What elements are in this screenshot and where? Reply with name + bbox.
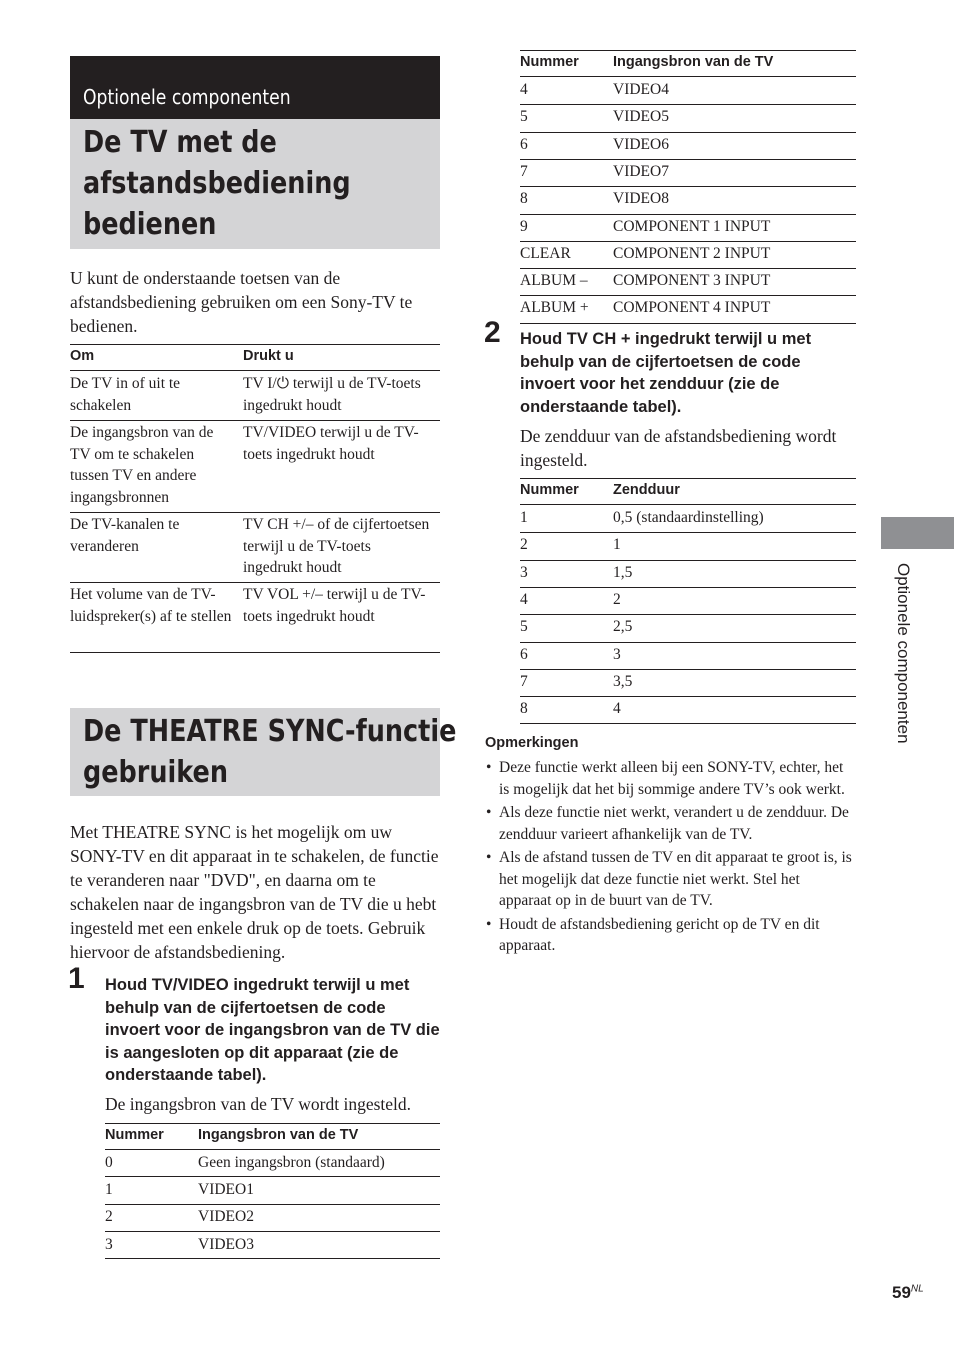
input-row-2-number: 2	[105, 1208, 113, 1225]
control-table-header-drukt: Drukt u	[243, 348, 294, 364]
table-cell-number: 7	[520, 162, 528, 180]
step-2-result: De zendduur van de afstandsbediening wordt ingesteld.	[520, 426, 837, 470]
table-cell-value: 4	[613, 700, 621, 718]
table-top-rule	[520, 478, 856, 479]
step-1-instruction: Houd TV/VIDEO ingedrukt terwijl u met behulp van de cijfertoetsen de code invoert voor de ingangsbron van de TV die is aangesloten op dit apparaat (zie de onderstaande tabel).	[105, 976, 440, 1085]
note-item: • Als de afstand tussen de TV en dit apparaat te groot is, is het mogelijk dat deze functie niet werkt. Stel het apparaat op in de buurt van de TV.	[486, 847, 856, 912]
table-cell-number: ALBUM –	[520, 272, 588, 290]
control-table-header-om: Om	[70, 348, 95, 364]
table-cell-value: 3	[613, 645, 621, 663]
table-rule	[520, 669, 856, 670]
input-table-b-header-nummer: Nummer	[520, 54, 579, 70]
input-row-3-source: VIDEO3	[198, 1236, 254, 1253]
table-cell-number: ALBUM +	[520, 299, 589, 317]
control-row-4-action: Het volume van de TV-luidspreker(s) af te stellen	[70, 586, 232, 625]
table-top-rule	[70, 344, 440, 345]
table-rule	[70, 420, 440, 421]
input-row-1-number: 1	[105, 1181, 113, 1198]
intro-paragraph: U kunt de onderstaande toetsen van de afstandsbediening gebruiken om een Sony-TV te bedienen.	[70, 268, 413, 336]
note-item: • Als deze functie niet werkt, verandert u de zendduur. De zendduur varieert afhankelijk van de TV.	[486, 802, 856, 845]
input-row-2-source: VIDEO2	[198, 1208, 254, 1225]
control-row-2-action: De ingangsbron van de TV om te schakelen tussen TV en andere ingangsbronnen	[70, 424, 214, 506]
table-rule	[520, 268, 856, 269]
step-1-result: De ingangsbron van de TV wordt ingesteld.	[105, 1094, 412, 1114]
section-label-bar	[70, 56, 440, 119]
notes-heading: Opmerkingen	[485, 735, 579, 751]
table-cell-number: 8	[520, 190, 528, 208]
control-row-1-key: TV I/⏻ terwijl u de TV-toets ingedrukt houdt	[243, 375, 421, 414]
table-cell-value: COMPONENT 1 INPUT	[613, 217, 771, 235]
page-title-line-3: bedienen	[83, 207, 217, 242]
table-rule	[105, 1204, 440, 1205]
theatre-title-line-2: gebruiken	[83, 755, 229, 790]
input-row-3-number: 3	[105, 1236, 113, 1253]
table-rule	[520, 504, 856, 505]
table-cell-value: VIDEO7	[613, 162, 669, 180]
table-cell-number: 6	[520, 135, 528, 153]
table-rule	[105, 1176, 440, 1177]
table-cell-value: 2,5	[613, 618, 633, 636]
table-cell-number: CLEAR	[520, 244, 571, 262]
table-cell-number: 6	[520, 645, 528, 663]
table-cell-value: COMPONENT 2 INPUT	[613, 244, 771, 262]
table-rule	[105, 1149, 440, 1150]
control-row-4-key: TV VOL +/– terwijl u de TV-toets ingedrukt houdt	[243, 586, 426, 625]
table-cell-number: 8	[520, 700, 528, 718]
table-cell-value: 0,5 (standaardinstelling)	[613, 509, 764, 526]
theatre-title-box	[70, 708, 457, 796]
duration-table-header-zendduur: Zendduur	[613, 482, 680, 498]
table-cell-value: 2	[613, 590, 621, 608]
input-table-header-bron: Ingangsbron van de TV	[198, 1127, 359, 1143]
table-rule	[520, 132, 856, 133]
note-item: • Deze functie werkt alleen bij een SONY-TV, echter, het is mogelijk dat het bij sommige andere TV’s ook werkt.	[486, 757, 856, 800]
control-row-3-key: TV CH +/– of de cijfertoetsen terwijl u de TV-toets ingedrukt houdt	[243, 516, 430, 576]
table-rule	[520, 723, 856, 724]
table-rule	[520, 587, 856, 588]
step-1-number: 1	[68, 962, 85, 995]
duration-table-header-nummer: Nummer	[520, 482, 579, 498]
input-row-0-number: 0	[105, 1154, 113, 1171]
page-number	[892, 1283, 924, 1303]
table-rule	[520, 295, 856, 296]
side-tab-marker	[881, 517, 954, 549]
table-cell-value: VIDEO5	[613, 108, 669, 126]
table-rule	[520, 532, 856, 533]
table-rule	[520, 241, 856, 242]
step-2-instruction: Houd TV CH + ingedrukt terwijl u met behulp van de cijfertoetsen de code invoert voor het zendduur (zie de onderstaande tabel).	[520, 330, 812, 416]
table-cell-value: VIDEO6	[613, 135, 669, 153]
table-rule	[70, 370, 440, 371]
table-rule	[520, 76, 856, 77]
table-cell-number: 2	[520, 536, 528, 554]
input-row-0-source: Geen ingangsbron (standaard)	[198, 1154, 385, 1171]
section-label: Optionele componenten	[83, 85, 291, 109]
table-top-rule	[520, 50, 856, 51]
table-cell-value: COMPONENT 4 INPUT	[613, 299, 771, 317]
page-title-line-2: afstandsbediening	[83, 166, 351, 201]
step-2-number: 2	[484, 316, 501, 349]
table-cell-number: 5	[520, 618, 528, 636]
table-cell-number: 9	[520, 217, 528, 235]
table-bottom-rule	[105, 1258, 440, 1259]
side-tab-label: Optionele componenten	[894, 563, 913, 744]
note-item: • Houdt de afstandsbediening gericht op de TV en dit apparaat.	[486, 914, 856, 957]
table-cell-value: VIDEO8	[613, 190, 669, 208]
table-cell-number: 5	[520, 108, 528, 126]
title-box	[70, 119, 440, 249]
table-rule	[520, 159, 856, 160]
table-rule	[70, 582, 440, 583]
input-table-header-nummer: Nummer	[105, 1127, 164, 1143]
table-cell-number: 3	[520, 563, 528, 581]
input-table-b-header-bron: Ingangsbron van de TV	[613, 54, 774, 70]
table-cell-number: 7	[520, 672, 528, 690]
page-number-value: 59	[892, 1283, 911, 1302]
table-cell-value: VIDEO4	[613, 81, 669, 98]
theatre-body: Met THEATRE SYNC is het mogelijk om uw SONY-TV en dit apparaat in te schakelen, de functie te veranderen naar "DVD", en daarna om te schakelen naar de ingangsbron van de TV die u hebt ingesteld met een enkele druk op de toets. Gebruik hiervoor de afstandsbediening.	[70, 822, 439, 962]
table-rule	[520, 323, 856, 324]
table-cell-value: 1	[613, 536, 621, 554]
table-rule	[520, 614, 856, 615]
page-title-line-1: De TV met de	[83, 125, 277, 160]
page-number-suffix: NL	[910, 1283, 924, 1295]
control-row-2-key: TV/VIDEO terwijl u de TV-toets ingedrukt houdt	[243, 424, 419, 463]
theatre-title-line-1: De THEATRE SYNC-functie	[83, 714, 457, 749]
control-row-1-action: De TV in of uit te schakelen	[70, 375, 181, 414]
table-rule	[520, 696, 856, 697]
table-rule	[520, 642, 856, 643]
notes-list	[486, 757, 856, 959]
table-rule	[520, 104, 856, 105]
table-cell-number: 4	[520, 590, 528, 608]
control-row-3-action: De TV-kanalen te veranderen	[70, 516, 180, 555]
table-top-rule	[105, 1123, 440, 1124]
table-cell-value: 3,5	[613, 672, 633, 690]
table-cell-value: 1,5	[613, 563, 633, 581]
table-cell-number: 1	[520, 509, 528, 526]
table-bottom-rule	[70, 652, 440, 653]
table-cell-number: 4	[520, 81, 528, 98]
table-rule	[105, 1231, 440, 1232]
table-rule	[520, 560, 856, 561]
input-row-1-source: VIDEO1	[198, 1181, 254, 1198]
table-rule	[520, 214, 856, 215]
table-cell-value: COMPONENT 3 INPUT	[613, 272, 771, 290]
table-rule	[520, 186, 856, 187]
table-rule	[70, 512, 440, 513]
